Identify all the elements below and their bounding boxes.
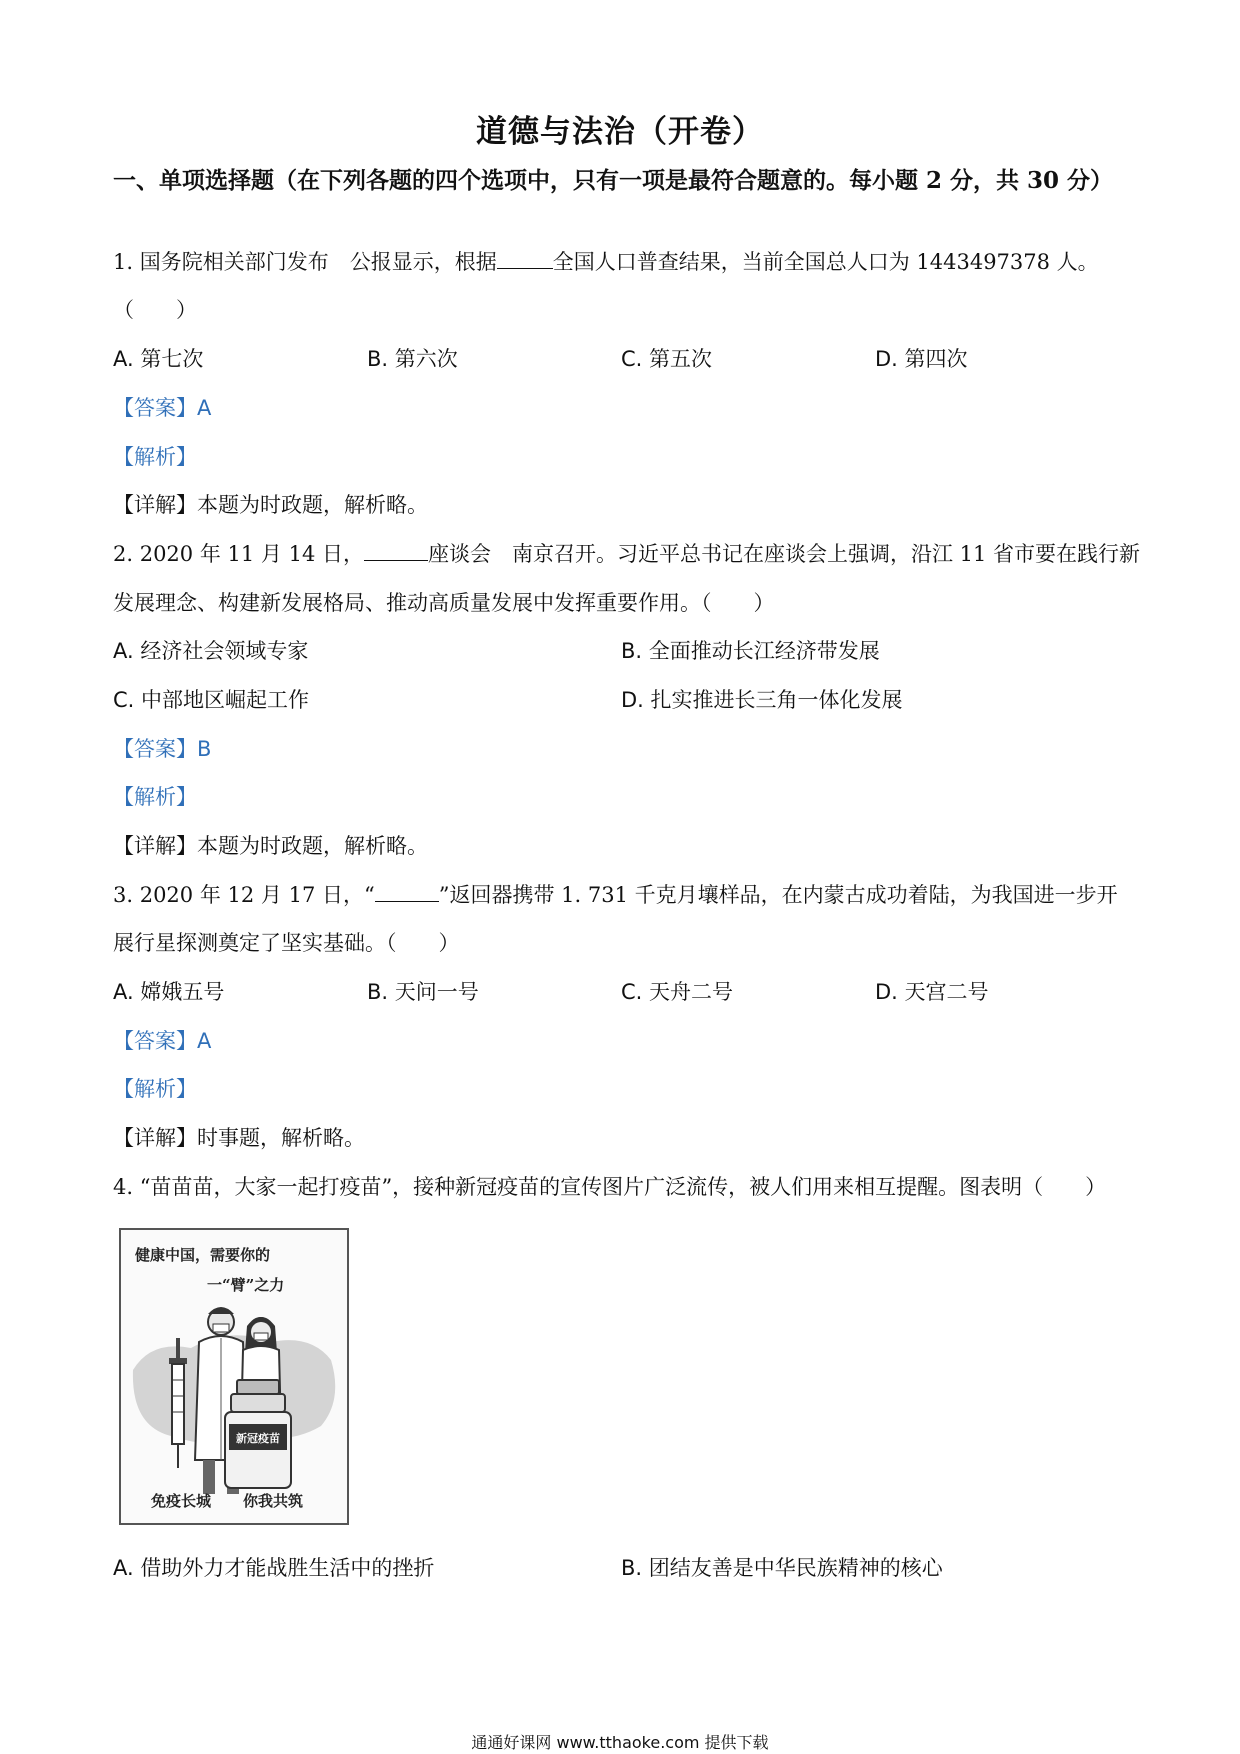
q2-detail: 【详解】本题为时政题，解析略。 [113, 834, 428, 858]
q2-option-a: A. 经济社会领域专家 [113, 639, 309, 663]
poster-bottom-right: 你我共筑 [243, 1492, 304, 1510]
vaccine-poster-image [119, 1228, 349, 1525]
q3-blank [375, 881, 439, 902]
q2-stem-cont: 发展理念、构建新发展格局、推动高质量发展中发挥重要作用。（ ） [113, 591, 775, 615]
q1-stem-part-b: 全国人口普查结果，当前全国总人口为 1443497378 人。 [552, 250, 1099, 274]
q1-stem-part-a: 1. 国务院相关部门发布 公报显示，根据 [113, 250, 497, 274]
q2-stem [113, 539, 1140, 569]
q1-option-a: A. 第七次 [113, 347, 204, 371]
q2-blank [364, 540, 428, 561]
poster-line-1: 健康中国，需要你的 [135, 1246, 271, 1264]
q3-answer: 【答案】A [113, 1029, 212, 1053]
q3-option-d: D. 天宫二号 [875, 980, 989, 1004]
q1-detail: 【详解】本题为时政题，解析略。 [113, 493, 428, 517]
q1-option-c: C. 第五次 [621, 347, 713, 371]
q1-answer: 【答案】A [113, 396, 212, 420]
q1-stem [113, 247, 1099, 277]
q3-stem [113, 880, 1118, 910]
section-heading: 一、单项选择题（在下列各题的四个选项中，只有一项是最符合题意的。每小题 2 分，共 30 分） [113, 167, 1114, 194]
poster-bottom-left: 免疫长城 [151, 1492, 212, 1510]
vaccine-vial-icon [225, 1380, 291, 1488]
q2-option-d: D. 扎实推进长三角一体化发展 [621, 688, 903, 712]
q1-paren: （ ） [113, 298, 197, 322]
q2-stem-part-b: 座谈会 南京召开。习近平总书记在座谈会上强调，沿江 11 省市要在践行新 [427, 542, 1141, 566]
q2-answer: 【答案】B [113, 737, 212, 761]
q2-stem-part-a: 2. 2020 年 11 月 14 日， [113, 542, 364, 566]
q2-option-b: B. 全面推动长江经济带发展 [621, 639, 880, 663]
poster-illustration [121, 1230, 347, 1523]
q4-option-b: B. 团结友善是中华民族精神的核心 [621, 1556, 943, 1580]
page-footer: 通通好课网 www.tthaoke.com 提供下载 [471, 1733, 769, 1752]
q3-detail: 【详解】时事题，解析略。 [113, 1126, 365, 1150]
q3-option-b: B. 天问一号 [367, 980, 479, 1004]
q4-stem: 4. “苗苗苗，大家一起打疫苗”，接种新冠疫苗的宣传图片广泛流传，被人们用来相互提醒。图表明（ ） [113, 1175, 1107, 1199]
q1-option-d: D. 第四次 [875, 347, 968, 371]
q3-option-c: C. 天舟二号 [621, 980, 734, 1004]
q3-analysis-label: 【解析】 [113, 1077, 197, 1101]
q3-option-a: A. 嫦娥五号 [113, 980, 225, 1004]
q1-option-b: B. 第六次 [367, 347, 458, 371]
vial-label: 新冠疫苗 [236, 1432, 280, 1445]
q3-stem-cont: 展行星探测奠定了坚实基础。（ ） [113, 931, 460, 955]
q4-option-a: A. 借助外力才能战胜生活中的挫折 [113, 1556, 435, 1580]
page-title: 道德与法治（开卷） [476, 114, 764, 150]
q2-analysis-label: 【解析】 [113, 785, 197, 809]
q3-stem-part-a: 3. 2020 年 12 月 17 日，“ [113, 883, 375, 907]
q3-stem-part-b: ”返回器携带 1. 731 千克月壤样品，在内蒙古成功着陆，为我国进一步开 [438, 883, 1118, 907]
poster-line-2: 一“臂”之力 [207, 1276, 285, 1294]
q1-blank [497, 248, 553, 269]
q2-option-c: C. 中部地区崛起工作 [113, 688, 310, 712]
q1-analysis-label: 【解析】 [113, 445, 197, 469]
